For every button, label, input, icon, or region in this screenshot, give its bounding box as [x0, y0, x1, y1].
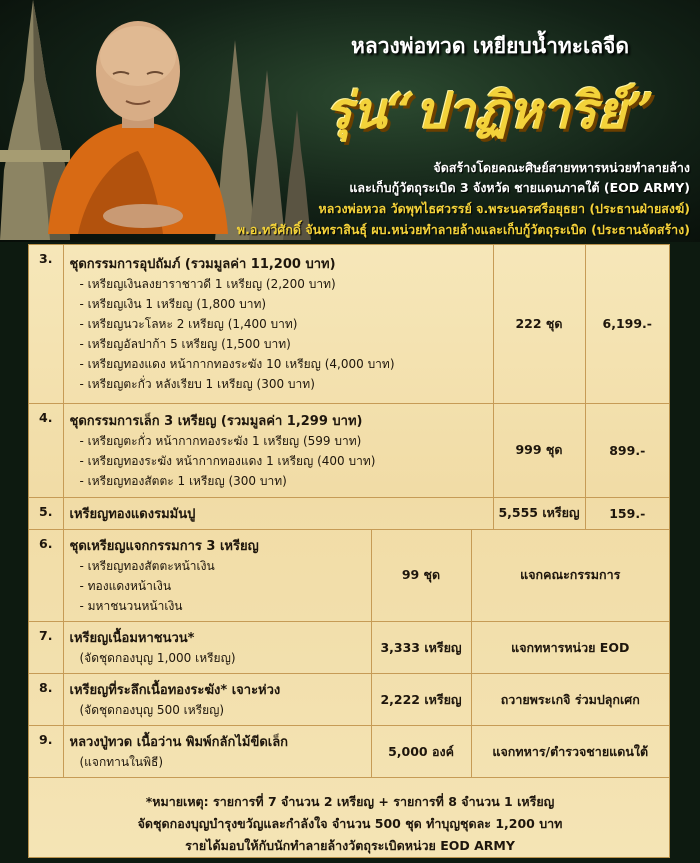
- footnote-line-2: จัดชุดกองบุญบำรุงขวัญและกำลังใจ จำนวน 500 ชุด ทำบุญชุดละ 1,200 บาท: [137, 816, 563, 831]
- table-row: [29, 403, 669, 497]
- item-description: [63, 726, 371, 778]
- item-quantity: 5,555 เหรียญ: [493, 497, 585, 529]
- item-line: - เหรียญทองสัตตะหน้าเงิน: [79, 558, 215, 573]
- item-remark: แจกทหารหน่วย EOD: [471, 622, 669, 674]
- item-remark: ถวายพระเกจิ ร่วมปลุกเศก: [471, 674, 669, 726]
- poster-header: [0, 0, 700, 242]
- item-number: 3.: [29, 245, 63, 403]
- item-subtitle: (จัดชุดกองบุญ 500 เหรียญ): [79, 703, 225, 717]
- item-description: [63, 622, 371, 674]
- item-subtitle: (แจกทานในพิธี): [79, 755, 164, 769]
- item-number: 6.: [29, 530, 63, 622]
- table-row: [29, 530, 669, 622]
- table-row: [29, 622, 669, 674]
- item-description: [63, 497, 493, 529]
- item-number: 9.: [29, 726, 63, 778]
- item-subtitle: (จัดชุดกองบุญ 1,000 เหรียญ): [79, 651, 236, 665]
- monk-portrait-image: [48, 16, 228, 234]
- credit-line-2: และเก็บกู้วัตถุระเบิด 3 จังหวัด ชายแดนภาคใต้ (EOD ARMY): [349, 180, 690, 195]
- table-row: [29, 497, 669, 529]
- item-number: 5.: [29, 497, 63, 529]
- item-line: - เหรียญเงิน 1 เหรียญ (1,800 บาท): [79, 297, 267, 312]
- item-line: - เหรียญนวะโลหะ 2 เหรียญ (1,400 บาท): [79, 317, 298, 332]
- item-description: [63, 674, 371, 726]
- item-quantity: 999 ชุด: [493, 403, 585, 497]
- item-line: - ทองแดงหน้าเงิน: [79, 578, 172, 593]
- item-line: - เหรียญตะกั่ว หน้ากากทองระฆัง 1 เหรียญ (599 บาท): [79, 433, 362, 448]
- edition-title: รุ่น“ปาฏิหาริย์”: [325, 81, 655, 140]
- item-quantity: 2,222 เหรียญ: [371, 674, 471, 726]
- item-remark: แจกคณะกรรมการ: [471, 530, 669, 622]
- item-line: - เหรียญตะกั่ว หลังเรียบ 1 เหรียญ (300 บาท): [79, 377, 315, 392]
- item-quantity: 222 ชุด: [493, 245, 585, 403]
- footnote-line-3: รายได้มอบให้กับนักทำลายล้างวัตถุระเบิดหน่วย EOD ARMY: [185, 838, 515, 853]
- price-list-table: [29, 245, 669, 530]
- item-quantity: 99 ชุด: [371, 530, 471, 622]
- item-number: 4.: [29, 403, 63, 497]
- item-price: 6,199.-: [585, 245, 669, 403]
- item-remark: แจกทหาร/ตำรวจชายแดนใต้: [471, 726, 669, 778]
- item-description: [63, 403, 493, 497]
- item-title: ชุดเหรียญแจกกรรมการ 3 เหรียญ: [69, 538, 259, 554]
- item-line: - เหรียญทองระฆัง หน้ากากทองแดง 1 เหรียญ (400 บาท): [79, 453, 376, 468]
- item-price: 899.-: [585, 403, 669, 497]
- item-line: - เหรียญเงินลงยาราชาวดี 1 เหรียญ (2,200 บาท): [79, 277, 336, 292]
- item-number: 7.: [29, 622, 63, 674]
- item-quantity: 5,000 องค์: [371, 726, 471, 778]
- item-title: ชุดกรรมการเล็ก 3 เหรียญ (รวมมูลค่า 1,299 บาท): [69, 413, 363, 429]
- item-line: - เหรียญทองแดง หน้ากากทองระฆัง 10 เหรียญ (4,000 บาท): [79, 357, 395, 372]
- poster-title: หลวงพ่อทวด เหยียบน้ำทะเลจืด: [350, 34, 629, 58]
- item-description: [63, 530, 371, 622]
- item-title: หลวงปู่ทวด เนื้อว่าน พิมพ์กลักไม้ขีดเล็ก: [69, 735, 289, 750]
- table-row: [29, 726, 669, 778]
- table-row: [29, 674, 669, 726]
- item-number: 8.: [29, 674, 63, 726]
- credit-line-4: พ.อ.ทวีศักดิ์ จันทราสินธุ์ ผบ.หน่วยทำลายล้างและเก็บกู้วัตถุระเบิด (ประธานจัดสร้าง): [236, 222, 690, 237]
- item-title: เหรียญเนื้อมหาชนวน*: [69, 631, 195, 646]
- item-title: เหรียญทองแดงรมมันปู: [69, 506, 196, 522]
- footnote-line-1: *หมายเหตุ: รายการที่ 7 จำนวน 2 เหรียญ + รายการที่ 8 จำนวน 1 เหรียญ: [145, 794, 555, 809]
- item-quantity: 3,333 เหรียญ: [371, 622, 471, 674]
- item-description: [63, 245, 493, 403]
- price-list-panel: [28, 244, 670, 858]
- item-title: ชุดกรรมการอุปถัมภ์ (รวมมูลค่า 11,200 บาท): [69, 257, 336, 273]
- item-price: 159.-: [585, 497, 669, 529]
- item-title: เหรียญที่ระลึกเนื้อทองระฆัง* เจาะห่วง: [69, 683, 281, 698]
- credit-line-1: จัดสร้างโดยคณะศิษย์สายทหารหน่วยทำลายล้าง: [433, 160, 690, 175]
- item-line: - มหาชนวนหน้าเงิน: [79, 598, 183, 613]
- footnote: [29, 791, 671, 857]
- table-row: [29, 245, 669, 403]
- item-line: - เหรียญทองสัตตะ 1 เหรียญ (300 บาท): [79, 473, 287, 488]
- distribution-table: [29, 530, 669, 779]
- item-line: - เหรียญอัลปาก้า 5 เหรียญ (1,500 บาท): [79, 337, 291, 352]
- credit-line-3: หลวงพ่อหวล วัดพุทไธศวรรย์ จ.พระนครศรีอยุธยา (ประธานฝ่ายสงฆ์): [318, 201, 690, 216]
